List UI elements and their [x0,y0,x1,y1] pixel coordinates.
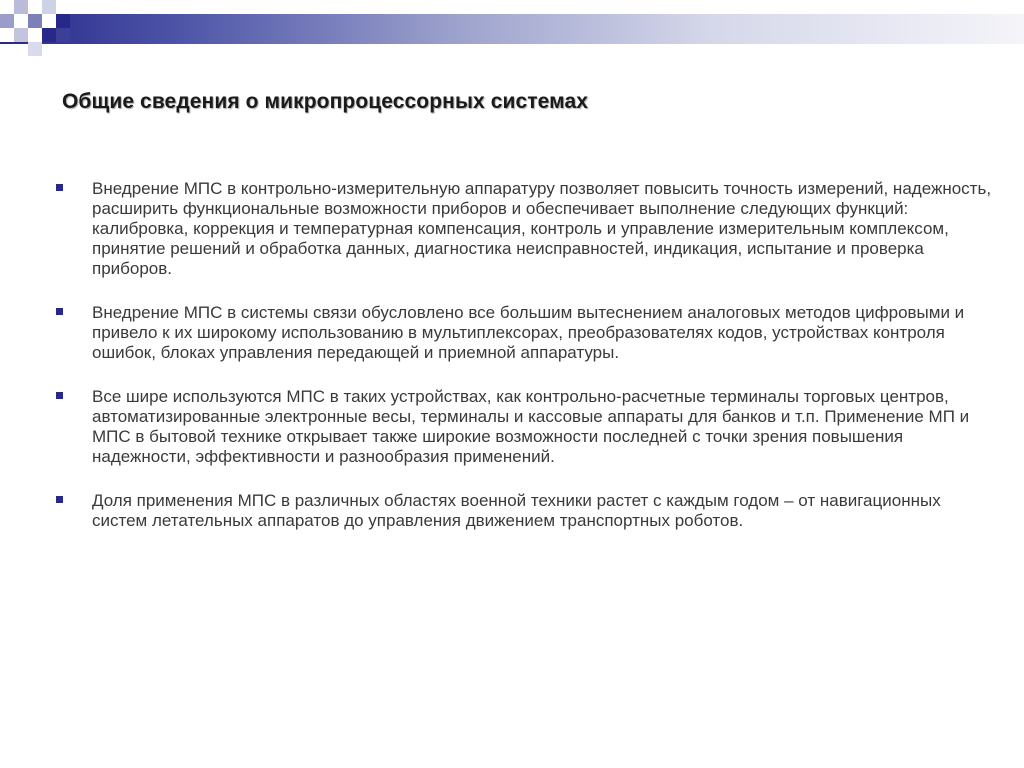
square-bullet-icon [56,184,63,191]
square-bullet-icon [56,496,63,503]
bullet-item [52,491,992,531]
slide-title: Общие сведения о микропроцессорных системах [62,90,589,113]
bullet-list [52,179,992,555]
bullet-text: Внедрение МПС в контрольно-измерительную аппаратуру позволяет повысить точность измерений, надежность, расширить функциональные возможности приборов и обеспечивает выполнение следующих функций: калибровка, коррекция и температурная компенсация, контроль и управление измерительным комплексом, принятие решений и обработка данных, диагностика неисправностей, индикация, испытание и проверка приборов. [92,179,992,278]
bullet-text: Все шире используются МПС в таких устройствах, как контрольно-расчетные терминалы торговых центров, автоматизированные электронные весы, терминалы и кассовые аппараты для банков и т.п. Применение МП и МПС в бытовой технике открывает также широкие возможности последней с точки зрения повышения надежности, эффективности и разнообразия применений. [92,387,970,466]
bullet-text: Доля применения МПС в различных областях военной техники растет с каждым годом – от навигационных систем летательных аппаратов до управления движением транспортных роботов. [92,491,941,530]
corner-squares-decoration [0,0,80,60]
bullet-text: Внедрение МПС в системы связи обусловлено все большим вытеснением аналоговых методов цифровыми и привело к их широкому использованию в мультиплексорах, преобразователях кодов, устройствах контроля ошибок, блоках управления передающей и приемной аппаратуры. [92,303,965,362]
bullet-item [52,303,992,363]
square-bullet-icon [56,308,63,315]
header-gradient-band [0,14,1024,44]
square-bullet-icon [56,392,63,399]
bullet-item [52,387,992,467]
bullet-item [52,179,992,279]
